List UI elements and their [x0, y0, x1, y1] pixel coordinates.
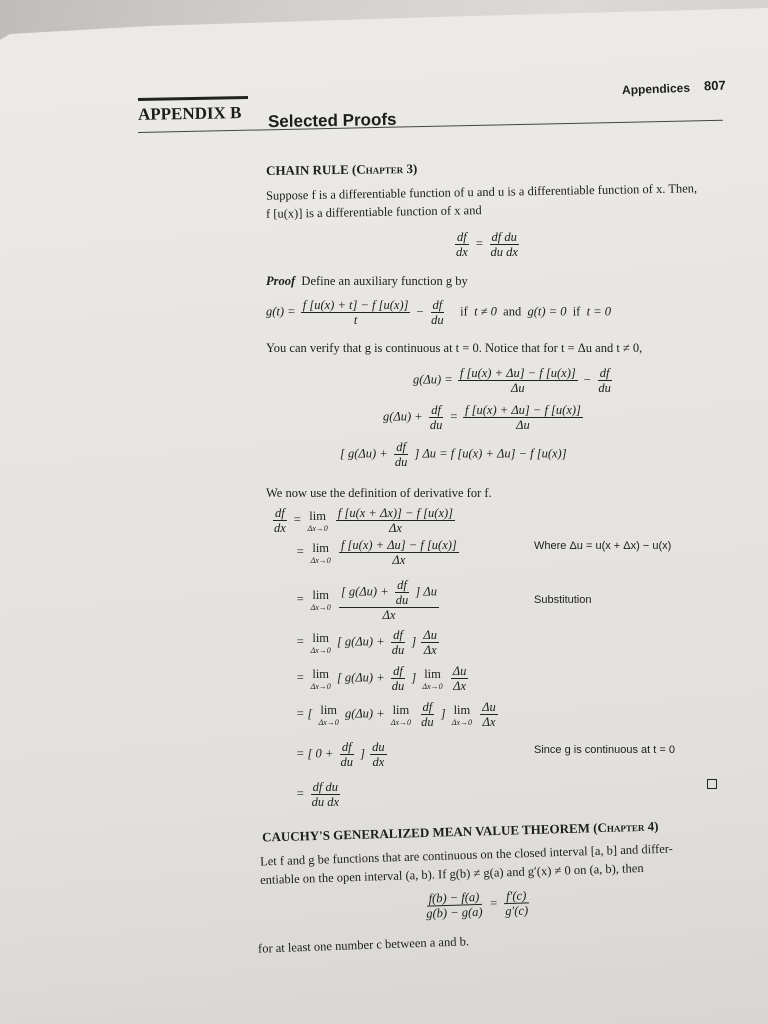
cauchy-formula: $\frac{f(b) - f(a)}{g(b) - g(a)}$ = $\frac{f'(c)}{g'(c)}$ — [426, 888, 529, 921]
deriv-step-5: = lim Δx→0 [ g(Δu) + $\frac{df}{du}$ ] lim Δx→0 $\frac{\Delta u}{\Delta x}$ — [296, 664, 467, 693]
deriv-step-7: = [ 0 + $\frac{df}{du}$ ] $\frac{du}{dx}$ — [296, 740, 385, 769]
appendix-title: Selected Proofs — [267, 109, 397, 132]
deriv-step-4: = lim Δx→0 [ g(Δu) + $\frac{df}{du}$ ] $\frac{\Delta u}{\Delta x}$ — [296, 628, 437, 657]
cauchy-heading: CAUCHY'S GENERALIZED MEAN VALUE THEOREM (Chapter 4) — [261, 818, 659, 845]
appendix-label: APPENDIX B — [137, 103, 242, 124]
proof-text: Define an auxiliary function g by — [301, 274, 468, 288]
deriv-step-3: = lim Δx→0 [ g(Δu) + $\frac{df}{du}$ ] Δu Δx — [296, 578, 437, 622]
page-number: 807 — [703, 77, 726, 94]
deriv-step-6: = [ lim Δx→0 g(Δu) + lim Δx→0 $\frac{df}{du}$ ] lim Δx→0 $\frac{\Delta u}{\Delta x}$ — [296, 700, 496, 729]
verify-text: You can verify that g is continuous at t = 0. Notice that for t = Δu and t ≠ 0, — [266, 341, 643, 355]
eq-bracket-product: [ g(Δu) + $\frac{df}{du}$ ] Δu = f [u(x) + Δu] − f [u(x)] — [340, 440, 567, 469]
definition-text: We now use the definition of derivative for f. — [266, 486, 492, 500]
deriv-step-2: = lim Δx→0 $\frac{f [u(x) + \Delta u] - f [u(x)]}{\Delta x}$ — [296, 538, 457, 567]
chain-rule-heading: CHAIN RULE (Chapter 3) — [265, 160, 418, 179]
deriv-step-8: = $\frac{\text{df du}}{\text{du dx}}$ — [296, 780, 339, 809]
chain-rule-formula: $\frac{df}{dx}$ = $\frac{\text{df du}}{\text{du dx}}$ — [456, 230, 518, 259]
note-since-continuous: Since g is continuous at t = 0 — [534, 744, 675, 756]
deriv-step-1: $\frac{df}{dx}$ = lim Δx→0 $\frac{f [u(x + \Delta x)] - f [u(x)]}{\Delta x}$ — [274, 506, 454, 535]
note-where: Where Δu = u(x + Δx) − u(x) — [534, 540, 672, 552]
qed-box — [707, 779, 717, 789]
chain-rule-statement-1: Suppose f is a differentiable function of u and u is a differentiable function of x. Then, — [265, 181, 698, 203]
eq-g-delta-u: g(Δu) = $\frac{f [u(x) + \Delta u] - f [u(x)]}{\Delta u}$ − $\frac{df}{du}$ — [413, 366, 611, 395]
proof-line — [266, 274, 468, 289]
running-header: Appendices — [621, 80, 691, 98]
chain-rule-statement-2: f [u(x)] is a differentiable function of x and — [265, 203, 482, 221]
cauchy-conclusion: for at least one number c between a and b. — [257, 934, 470, 956]
cauchy-line-2: entiable on the open interval (a, b). If g(b) ≠ g(a) and g′(x) ≠ 0 on (a, b), then — [259, 860, 644, 888]
note-substitution: Substitution — [534, 594, 592, 606]
cauchy-line-1: Let f and g be functions that are continuous on the closed interval [a, b] and differ- — [259, 841, 674, 869]
eq-g-plus-dfdu: g(Δu) + $\frac{df}{du}$ = $\frac{f [u(x) + \Delta u] - f [u(x)]}{\Delta u}$ — [383, 403, 581, 432]
aux-function-def: g(t) = $\frac{f [u(x) + t] - f [u(x)]}{t}$ − $\frac{df}{du}$ if t ≠ 0 and g(t) = 0 if t = 0 — [266, 298, 612, 327]
proof-label: Proof — [266, 274, 296, 288]
